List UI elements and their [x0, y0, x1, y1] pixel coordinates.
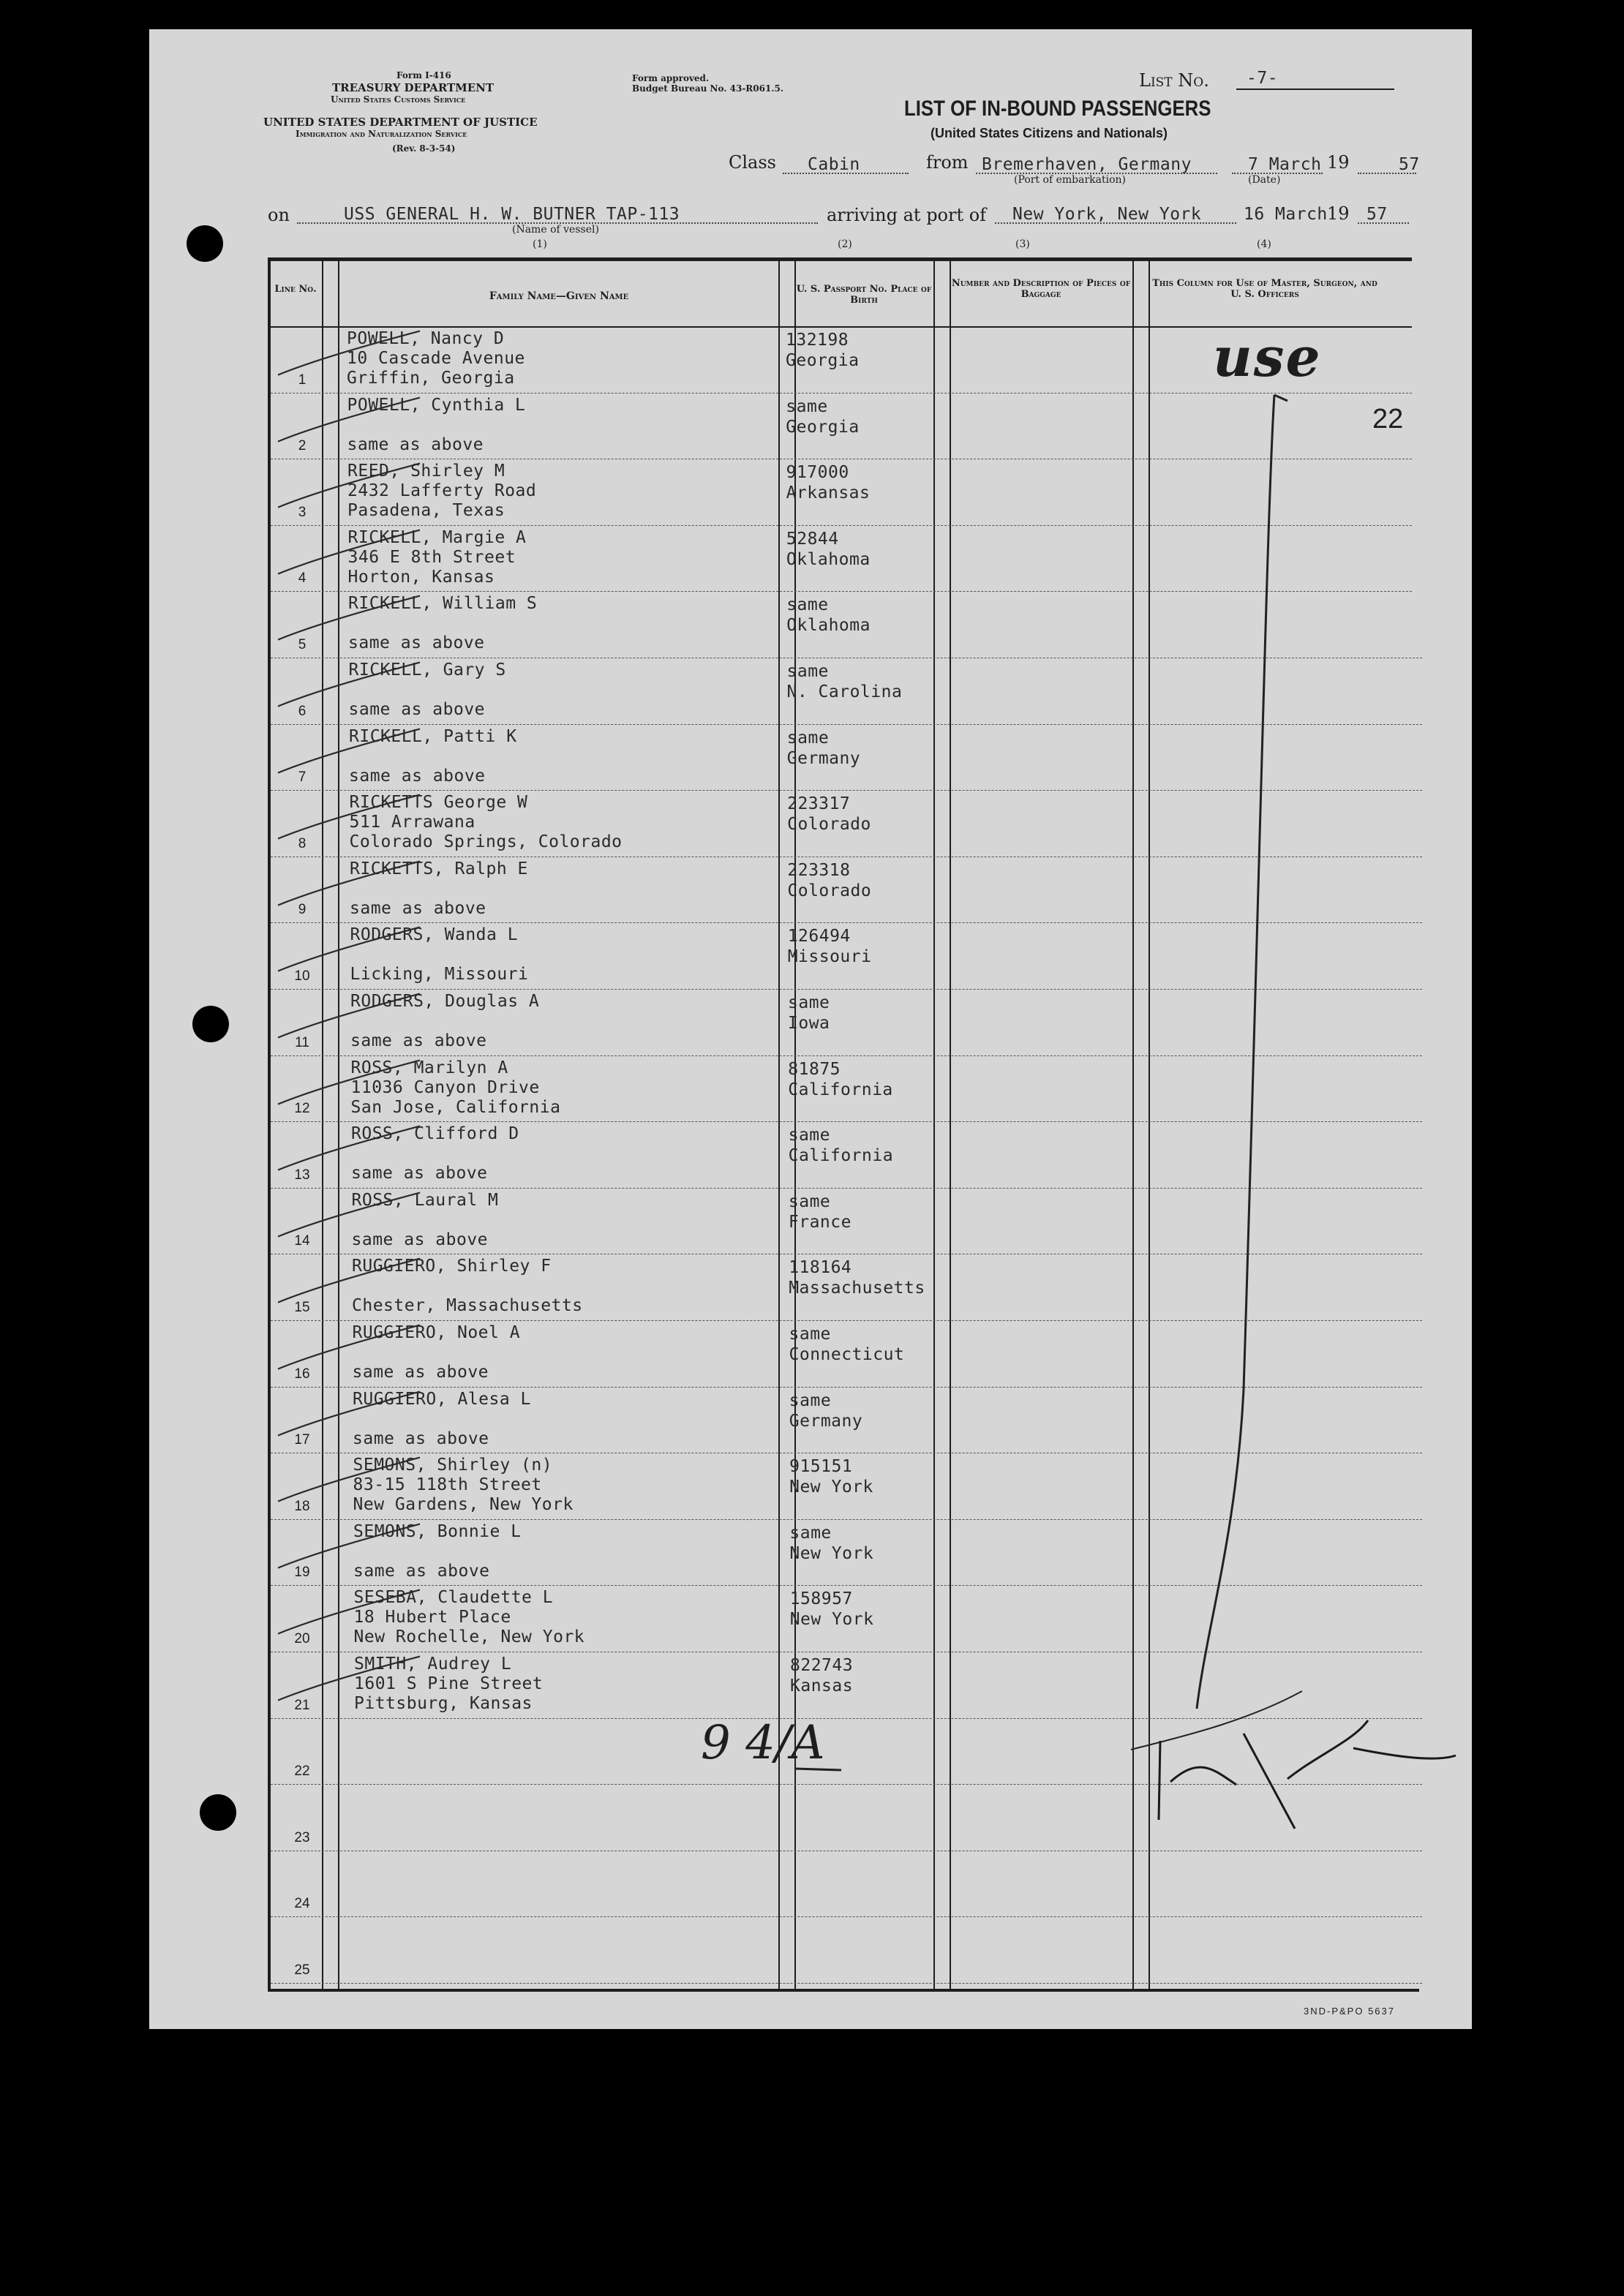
check-mark [274, 1521, 464, 1587]
table-row [271, 1521, 1412, 1587]
passenger-address: same as above [351, 1164, 488, 1183]
place-of-birth: Oklahoma [786, 549, 871, 569]
table-row [271, 394, 1412, 461]
table-row [271, 1454, 1412, 1521]
header-baggage: Number and Description of Pieces of Baggage [951, 278, 1131, 300]
passenger-name: RICKETTS, Ralph E [350, 859, 528, 878]
place-of-birth: Iowa [788, 1014, 830, 1033]
class-line [783, 173, 909, 174]
passenger-name: SEMONS, Bonnie L [353, 1521, 522, 1541]
class-label: Class [729, 152, 776, 173]
passport-number: same [786, 595, 829, 615]
line-number: 13 [294, 1167, 310, 1183]
list-no-underline [1236, 89, 1394, 90]
row-separator [271, 1784, 1422, 1785]
place-of-birth: New York [789, 1543, 874, 1563]
departure-year-line [1358, 173, 1416, 174]
check-mark [274, 858, 464, 925]
column-number-2: (2) [838, 238, 852, 250]
passenger-name: RUGGIERO, Noel A [352, 1323, 521, 1342]
line-number: 16 [294, 1366, 310, 1382]
line-number: 6 [298, 703, 307, 719]
passenger-address: same as above [347, 434, 484, 454]
passenger-name: RUGGIERO, Shirley F [352, 1257, 552, 1276]
from-label: from [926, 152, 969, 173]
passenger-address: same as above [348, 633, 485, 653]
departure-year-suffix: 57 [1399, 155, 1420, 174]
arrival-port-line [995, 222, 1236, 224]
passenger-name: ROSS, Marilyn A [350, 1058, 508, 1077]
passport-number: same [789, 1390, 832, 1410]
punch-hole-middle [192, 1006, 229, 1042]
passport-number: 917000 [786, 463, 849, 483]
passport-number: 915151 [789, 1457, 853, 1477]
line-number: 14 [294, 1233, 310, 1249]
line-number: 19 [294, 1565, 310, 1581]
passenger-name: SMITH, Audrey L [354, 1655, 512, 1674]
passenger-address: same as above [351, 1230, 489, 1249]
line-number: 17 [294, 1432, 310, 1448]
header-line-no: Line No. [274, 284, 317, 295]
page-title: LIST OF IN-BOUND PASSENGERS [904, 97, 1211, 121]
passenger-count: 22 [1372, 404, 1404, 434]
passport-number: same [786, 396, 828, 416]
place-of-birth: New York [789, 1478, 873, 1497]
check-mark [274, 1057, 464, 1123]
revision-date: (Rev. 8-3-54) [392, 143, 456, 154]
form-number: Form I-416 [396, 70, 451, 80]
table-row [271, 527, 1412, 593]
check-mark [274, 592, 464, 659]
passport-number: same [788, 993, 830, 1012]
list-no-value: -7- [1247, 69, 1279, 88]
departure-date-value: 7 March [1248, 155, 1322, 174]
table-row [271, 924, 1412, 990]
header-officers: This Column for Use of Master, Surgeon, and U. S. Officers [1152, 278, 1377, 300]
passenger-name: RODGERS, Wanda L [350, 925, 519, 945]
arrival-date-value: 16 March [1244, 205, 1328, 224]
passenger-address: Pasadena, Texas [347, 501, 505, 521]
check-mark [274, 659, 464, 726]
vessel-caption: (Name of vessel) [512, 224, 599, 236]
table-row [271, 1852, 1412, 1919]
date-caption: (Date) [1248, 174, 1281, 186]
passenger-address: same as above [350, 898, 486, 918]
passenger-name: RICKELL, Margie A [347, 527, 527, 547]
table-bottom-border [268, 1989, 1419, 1992]
passenger-address: Griffin, Georgia [347, 369, 515, 388]
table-row [271, 1918, 1412, 1984]
embarkation-caption: (Port of embarkation) [1014, 174, 1126, 186]
check-mark [274, 1189, 464, 1256]
passenger-name: POWELL, Nancy D [347, 329, 505, 348]
passport-number: 223318 [787, 860, 851, 880]
place-of-birth: Missouri [787, 947, 872, 967]
passport-number: 81875 [788, 1059, 841, 1079]
passport-number: 223317 [787, 794, 851, 814]
departure-year-prefix: 19 [1327, 152, 1350, 173]
passenger-name: RICKELL, Patti K [349, 726, 517, 746]
table-row [271, 1322, 1412, 1388]
table-row [271, 726, 1412, 792]
table-top-border [268, 257, 1412, 261]
passenger-name: SEMONS, Shirley (n) [353, 1456, 553, 1475]
passenger-address: same as above [349, 766, 486, 786]
form-approved: Form approved. [632, 73, 710, 83]
check-mark [274, 1322, 464, 1388]
table-row [271, 460, 1412, 527]
check-mark [274, 1587, 464, 1653]
arrival-year-line [1358, 222, 1409, 224]
passenger-address: same as above [352, 1363, 489, 1382]
table-row [271, 1057, 1412, 1123]
place-of-birth: France [788, 1212, 852, 1232]
place-of-birth: California [788, 1146, 894, 1166]
row-separator [271, 1983, 1422, 1984]
column-number-1: (1) [533, 238, 547, 250]
passport-number: 132198 [786, 331, 849, 350]
budget-bureau: Budget Bureau No. 43-R061.5. [632, 83, 784, 94]
treasury-department: TREASURY DEPARTMENT [332, 81, 495, 94]
list-no-label: List No. [1139, 70, 1209, 91]
line-number: 7 [298, 769, 307, 786]
passenger-address: San Jose, California [350, 1097, 561, 1117]
line-number: 2 [298, 438, 307, 454]
line-number: 3 [298, 504, 307, 520]
passenger-name: RICKETTS George W [349, 793, 528, 813]
line-number: 24 [294, 1896, 310, 1912]
place-of-birth: Germany [789, 1411, 863, 1431]
table-row [271, 592, 1412, 659]
embarkation-port-value: Bremerhaven, Germany [982, 155, 1192, 174]
table-row [271, 791, 1412, 858]
check-mark [274, 726, 464, 792]
passenger-address: New Gardens, New York [353, 1495, 574, 1515]
line-number: 9 [298, 902, 307, 918]
passenger-name: ROSS, Laural M [351, 1190, 499, 1210]
place-of-birth: N. Carolina [786, 682, 903, 701]
header-name: Family Name—Given Name [489, 290, 629, 302]
punch-hole-top [187, 225, 223, 262]
passenger-name: RICKELL, Gary S [348, 660, 506, 680]
arrival-port-value: New York, New York [1012, 205, 1202, 224]
passenger-address: Pittsburg, Kansas [354, 1694, 533, 1713]
check-mark [274, 1454, 464, 1521]
punch-hole-bottom [200, 1794, 236, 1831]
arrival-year-prefix: 19 [1327, 203, 1350, 224]
line-number: 5 [298, 636, 307, 652]
place-of-birth: Connecticut [789, 1345, 905, 1364]
line-number: 23 [294, 1829, 310, 1845]
line-number: 25 [294, 1962, 310, 1978]
check-mark [274, 990, 464, 1057]
check-mark [274, 1653, 464, 1720]
table-row [271, 1785, 1412, 1852]
passport-number: same [788, 1192, 831, 1211]
passenger-address: 346 E 8th Street [347, 547, 516, 567]
check-mark [274, 924, 464, 990]
line-number: 21 [294, 1697, 310, 1713]
department-of-justice: UNITED STATES DEPARTMENT OF JUSTICE [263, 116, 538, 129]
table-row [271, 659, 1412, 726]
ins-service: Immigration and Naturalization Service [296, 129, 467, 139]
passenger-address: 83-15 118th Street [353, 1475, 542, 1495]
line-number: 15 [294, 1299, 310, 1315]
line-number: 8 [298, 835, 307, 851]
place-of-birth: Georgia [786, 417, 860, 437]
table-row [271, 1255, 1412, 1322]
row-separator [271, 1916, 1422, 1917]
passenger-address: same as above [353, 1561, 490, 1581]
table-row [271, 858, 1412, 925]
page-subtitle: (United States Citizens and Nationals) [931, 126, 1168, 140]
printer-mark: 3ND-P&PO 5637 [1304, 2006, 1395, 2017]
arriving-label: arriving at port of [827, 205, 987, 225]
passenger-address: 10 Cascade Avenue [347, 349, 525, 368]
line-number: 1 [298, 372, 307, 388]
place-of-birth: Oklahoma [786, 616, 871, 636]
passenger-address: 1601 S Pine Street [354, 1674, 544, 1693]
table-row [271, 1653, 1412, 1720]
passenger-address: New Rochelle, New York [353, 1627, 585, 1647]
line-number: 4 [298, 571, 307, 587]
passport-number: same [786, 728, 830, 748]
passport-number: 52844 [786, 529, 839, 549]
passport-number: 118164 [789, 1258, 852, 1278]
place-of-birth: Kansas [790, 1676, 854, 1695]
place-of-birth: California [788, 1080, 893, 1099]
place-of-birth: Georgia [786, 351, 860, 370]
table-row [271, 1587, 1412, 1653]
line-number: 20 [294, 1630, 310, 1646]
line-number: 18 [294, 1498, 310, 1514]
passenger-address: 2432 Lafferty Road [347, 481, 537, 501]
column-number-4: (4) [1257, 238, 1271, 250]
check-mark [274, 527, 464, 593]
line-number: 11 [295, 1034, 309, 1050]
place-of-birth: Germany [786, 748, 861, 768]
check-mark [274, 394, 464, 461]
vessel-name-value: USS GENERAL H. W. BUTNER TAP-113 [344, 205, 680, 224]
passenger-name: POWELL, Cynthia L [347, 395, 526, 415]
passenger-address: Horton, Kansas [347, 567, 495, 587]
line-number: 22 [294, 1764, 310, 1780]
officer-initials: use [1213, 326, 1322, 389]
passport-number: 822743 [790, 1656, 854, 1675]
on-label: on [268, 205, 290, 225]
arrival-year-suffix: 57 [1367, 205, 1388, 224]
check-mark [274, 1123, 464, 1189]
passport-number: same [788, 1126, 830, 1145]
table-row [271, 1388, 1412, 1455]
passenger-name: RUGGIERO, Alesa L [353, 1389, 531, 1409]
table-row [271, 1720, 1412, 1786]
check-mark [274, 1388, 464, 1455]
class-value: Cabin [808, 155, 860, 174]
customs-service: United States Customs Service [331, 94, 466, 105]
passenger-name: RODGERS, Douglas A [350, 992, 540, 1011]
place-of-birth: New York [789, 1610, 874, 1630]
handwritten-note: 9 4/A [701, 1716, 825, 1770]
passenger-address: 11036 Canyon Drive [350, 1077, 540, 1097]
table-row [271, 1189, 1412, 1256]
header-passport: U. S. Passport No. Place of Birth [796, 284, 932, 306]
passenger-address: same as above [348, 700, 486, 719]
table-row [271, 1123, 1412, 1189]
passenger-name: ROSS, Clifford D [351, 1124, 519, 1144]
passenger-address: Licking, Missouri [350, 965, 529, 985]
passenger-address: 511 Arrawana [349, 813, 475, 832]
place-of-birth: Massachusetts [789, 1279, 925, 1298]
passport-number: same [789, 1523, 832, 1543]
place-of-birth: Arkansas [786, 483, 871, 503]
passenger-address: same as above [353, 1429, 489, 1448]
check-mark [274, 791, 464, 858]
passport-number: same [789, 1325, 831, 1344]
line-number: 10 [294, 968, 310, 984]
passenger-address: 18 Hubert Place [353, 1608, 511, 1627]
passenger-address: Colorado Springs, Colorado [349, 832, 623, 852]
passenger-address: same as above [350, 1031, 487, 1050]
check-mark [274, 328, 464, 394]
passenger-name: REED, Shirley M [347, 462, 505, 481]
passport-number: 126494 [787, 927, 851, 946]
check-mark [274, 1255, 464, 1322]
passenger-name: SESEBA, Claudette L [353, 1588, 554, 1608]
passport-number: same [786, 662, 829, 681]
check-mark [274, 460, 464, 527]
passenger-address: Chester, Massachusetts [352, 1296, 583, 1316]
place-of-birth: Colorado [787, 881, 872, 900]
column-number-3: (3) [1015, 238, 1030, 250]
passport-number: 158957 [789, 1589, 853, 1609]
passenger-name: RICKELL, William S [348, 594, 538, 614]
table-row [271, 990, 1412, 1057]
place-of-birth: Colorado [787, 815, 871, 835]
line-number: 12 [294, 1101, 310, 1117]
